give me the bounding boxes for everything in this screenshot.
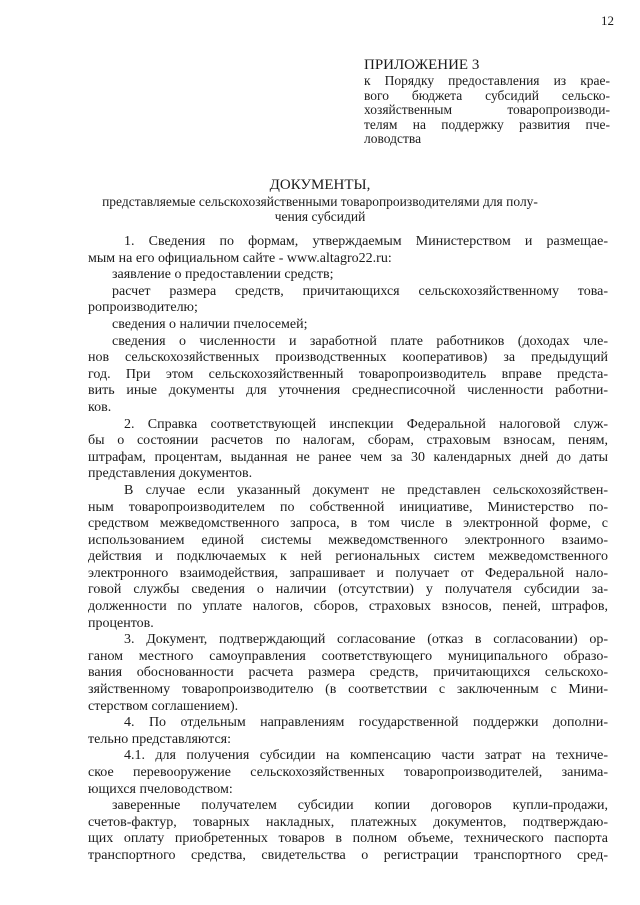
body-line: мым на его официальном сайте - www.altagro22.ru:	[88, 250, 392, 266]
appendix-line: к Порядку предоставления из крае-	[364, 73, 610, 88]
appendix-line: ловодства	[364, 131, 422, 146]
body-line: 4.1. для получения субсидии на компенсацию части затрат на техниче-	[124, 748, 608, 764]
body-line: заявление о предоставлении средств;	[112, 267, 334, 283]
body-line: средством межведомственного запроса, в том числе в электронной форме, с	[88, 516, 608, 532]
heading-subtitle-line: представляемые сельскохозяйственными товаропроизводителями для полу-	[102, 194, 538, 209]
body-line: электронного взаимодействия, запрашивает и получает от Федеральной нало-	[88, 565, 608, 581]
body-line: сведения о наличии пчелосемей;	[112, 316, 308, 332]
body-line: ным товаропроизводителем по собственной инициативе, Министерство по-	[88, 499, 608, 515]
body-line: процентов.	[88, 615, 154, 631]
body-line: 2. Справка соответствующей инспекции Федеральной налоговой служ-	[124, 416, 608, 432]
body-line: действия и подключаемых к ней региональных систем межведомственного	[88, 549, 608, 565]
appendix-line: хозяйственным товаропроизводи-	[364, 102, 610, 117]
body-line: счетов-фактур, товарных накладных, платежных документов, подтверждаю-	[88, 814, 608, 830]
body-line: зяйственному товаропроизводителю (в соответствии с заключенным с Мини-	[88, 682, 608, 698]
body-line: год. При этом сельскохозяйственный товаропроизводитель вправе предста-	[88, 366, 608, 382]
body-line: бы о состоянии расчетов по налогам, сборам, страховым взносам, пеням,	[88, 433, 608, 449]
body-line: представления документов.	[88, 466, 253, 482]
appendix-line: телям на поддержку развития пче-	[364, 116, 610, 132]
heading-subtitle-line: чения субсидий	[274, 209, 366, 224]
body-line: ков.	[88, 399, 112, 415]
body-line: нов сельскохозяйственных производственных кооперативов) за предыдущий	[88, 350, 608, 366]
appendix-block	[364, 56, 610, 147]
body-line: использованием единой системы межведомственного электронного взаимо-	[88, 532, 608, 548]
body-line: ганом местного самоуправления соответствующего муниципального образо-	[88, 648, 608, 664]
appendix-title: ПРИЛОЖЕНИЕ 3	[364, 57, 480, 73]
body-line: 3. Документ, подтверждающий согласование (отказ в согласовании) ор-	[124, 632, 608, 648]
body-line: ющихся пчеловодством:	[88, 781, 233, 797]
document-heading	[0, 177, 640, 224]
body-line: щих оплату приобретенных товаров в полном объеме, технического паспорта	[88, 831, 608, 847]
body-line: ропроизводителю;	[88, 300, 198, 316]
heading-title: ДОКУМЕНТЫ,	[269, 177, 371, 193]
body-line: транспортного средства, свидетельства о регистрации транспортного сред-	[88, 847, 608, 863]
body-line: 4. По отдельным направлениям государственной поддержки дополни-	[124, 715, 608, 731]
body-line: вания обоснованности расчета размера средств, причитающихся сельскохо-	[88, 665, 608, 681]
body-line: долженности по уплате налогов, сборов, страховых взносов, пеней, штрафов,	[88, 599, 608, 615]
body-line: стерством соглашением).	[88, 698, 239, 714]
body-line: расчет размера средств, причитающихся сельскохозяйственному това-	[112, 283, 608, 299]
body-line: В случае если указанный документ не представлен сельскохозяйствен-	[124, 482, 608, 498]
body-line: вить иные документы для уточнения среднесписочной численности работни-	[88, 383, 608, 399]
page-number: 12	[601, 13, 614, 28]
body-line: штрафам, процентам, выданная не ранее чем за 30 календарных дней до даты	[88, 449, 608, 465]
body-line: 1. Сведения по формам, утверждаемым Министерством и размещае-	[124, 234, 608, 249]
body-line: сведения о численности и заработной плате работников (доходах чле-	[112, 333, 608, 349]
body-line: ское перевооружение сельскохозяйственных товаропроизводителей, занима-	[88, 765, 608, 780]
body-line: тельно представляются:	[88, 731, 232, 747]
body-line: говой службы сведения о наличии (отсутствии) у получателя субсидии за-	[88, 582, 608, 598]
appendix-line: вого бюджета субсидий сельско-	[364, 87, 610, 103]
document-body	[88, 234, 608, 865]
body-line: заверенные получателем субсидии копии договоров купли-продажи,	[112, 798, 608, 814]
